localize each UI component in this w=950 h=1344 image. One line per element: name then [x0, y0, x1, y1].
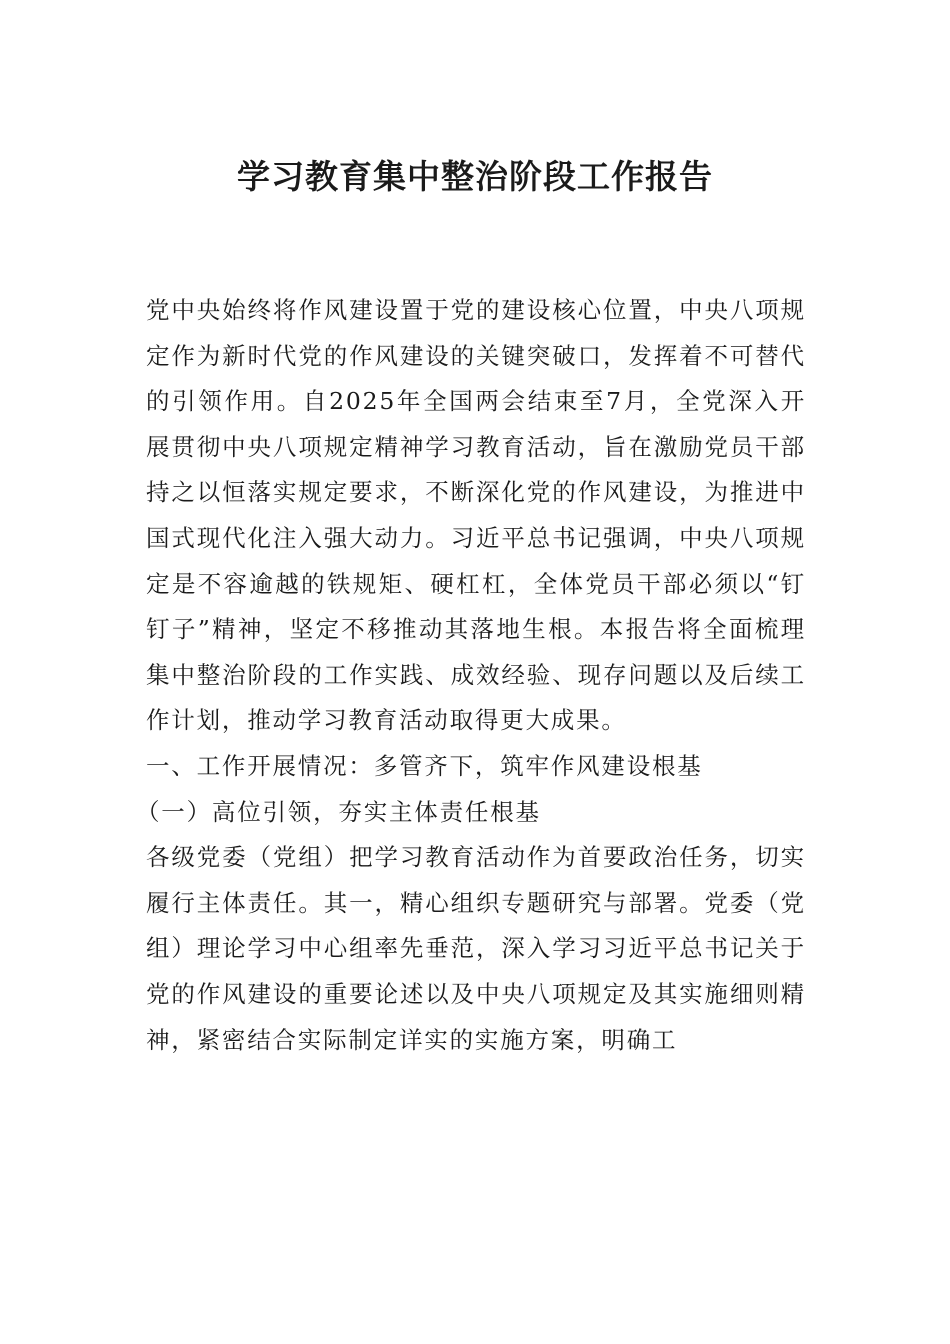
subsection-heading: （一）高位引领，夯实主体责任根基 — [136, 797, 541, 826]
document-title: 学习教育集中整治阶段工作报告 — [237, 157, 713, 196]
document-body — [136, 288, 806, 1063]
section-heading: 一、工作开展情况：多管齐下，筑牢作风建设根基 — [146, 751, 703, 780]
intro-paragraph: 党中央始终将作风建设置于党的建设核心位置，中央八项规定作为新时代党的作风建设的关键突破口，发挥着不可替代的引领作用。自2025年全国两会结束至7月，全党深入开展贯彻中央八项规定精神学习教育活动，旨在激励党员干部持之以恒落实规定要求，不断深化党的作风建设，为推进中国式现代化注入强大动力。习近平总书记强调，中央八项规定是不容逾越的铁规矩、硬杠杠，全体党员干部必须以“钉钉子”精神，坚定不移推动其落地生根。本报告将全面梳理集中整治阶段的工作实践、成效经验、现存问题以及后续工作计划，推动学习教育活动取得更大成果。 — [146, 296, 806, 735]
body-paragraph: 各级党委（党组）把学习教育活动作为首要政治任务，切实履行主体责任。其一，精心组织专题研究与部署。党委（党组）理论学习中心组率先垂范，深入学习习近平总书记关于党的作风建设的重要论述以及中央八项规定及其实施细则精神，紧密结合实际制定详实的实施方案，明确工 — [146, 843, 806, 1054]
